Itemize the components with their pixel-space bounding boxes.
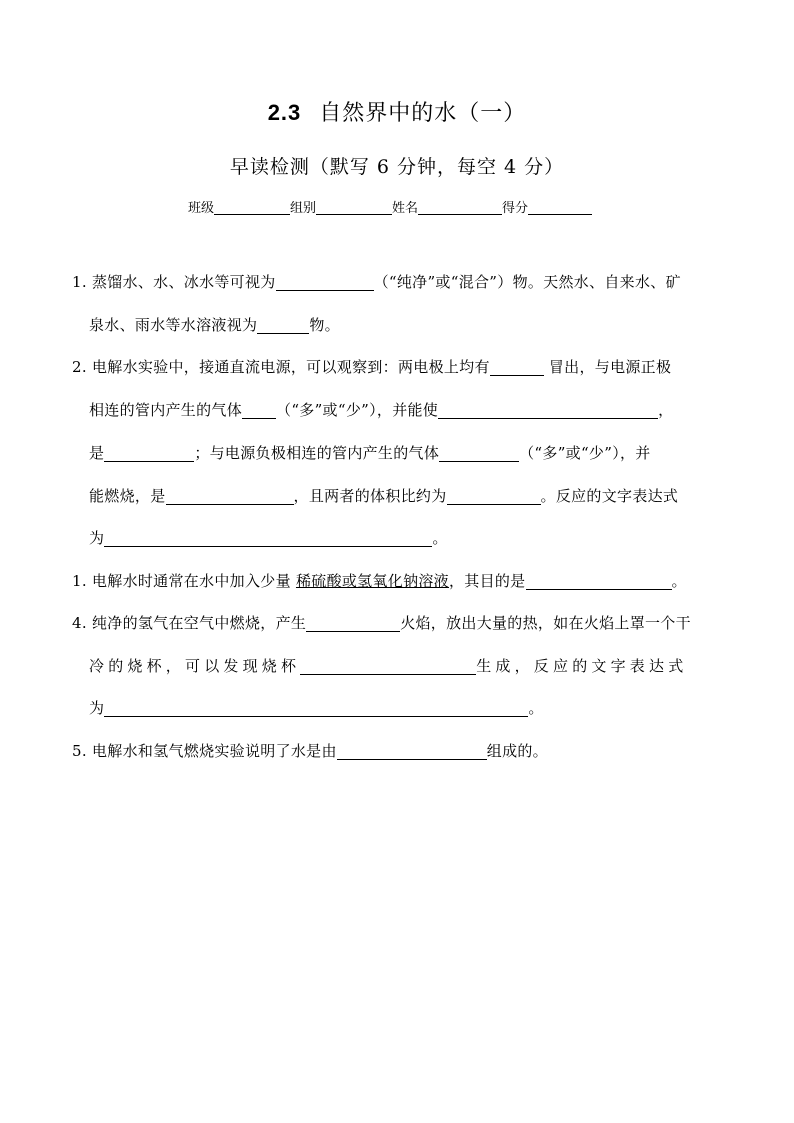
question-3-line-1 xyxy=(72,570,687,591)
question-1-line-1 xyxy=(72,271,681,292)
score-blank[interactable] xyxy=(528,201,592,215)
question-text: （“纯净”或“混合”）物。天然水、自来水、矿 xyxy=(373,273,681,291)
score-label: 得分 xyxy=(502,201,529,216)
question-text: 冷的烧杯，可以发现烧杯 xyxy=(89,657,301,675)
question-text: 为 xyxy=(89,529,105,547)
question-text: ，其目的是 xyxy=(448,572,526,590)
question-text: 组成的。 xyxy=(486,742,548,760)
name-blank[interactable] xyxy=(418,201,502,215)
question-2-line-1 xyxy=(72,356,671,377)
answer-blank[interactable] xyxy=(526,573,672,590)
question-text: 。 xyxy=(432,529,448,547)
answer-blank[interactable] xyxy=(257,317,309,334)
page-subtitle: 早读检测（默写 6 分钟，每空 4 分） xyxy=(229,156,565,178)
question-text: 生成，反应的文字表达式 xyxy=(476,657,688,675)
answer-blank[interactable] xyxy=(104,445,194,462)
question-text: 是 xyxy=(89,444,105,462)
question-text: （“多”或“少”），并 xyxy=(519,444,651,462)
question-text: 。 xyxy=(671,572,687,590)
question-text: 相连的管内产生的气体 xyxy=(89,401,243,419)
answer-blank[interactable] xyxy=(242,402,276,419)
question-text: 物。 xyxy=(309,316,340,334)
question-text: ，且两者的体积比约为 xyxy=(293,487,447,505)
question-text: （“多”或“少”），并能使 xyxy=(276,401,439,419)
answer-blank[interactable] xyxy=(104,530,432,547)
class-label: 班级 xyxy=(188,201,215,216)
page-title xyxy=(0,96,794,127)
question-text: 1. 电解水时通常在水中加入少量 xyxy=(72,572,291,590)
answer-blank[interactable] xyxy=(490,359,544,376)
question-5-line-1 xyxy=(72,740,548,761)
question-text: 泉水、雨水等水溶液视为 xyxy=(89,316,258,334)
question-text: 冒出，与电源正极 xyxy=(548,358,672,376)
question-text: 4. 纯净的氢气在空气中燃烧，产生 xyxy=(72,614,307,632)
answer-blank[interactable] xyxy=(337,743,487,760)
group-blank[interactable] xyxy=(316,201,392,215)
student-info-row xyxy=(188,197,592,216)
answer-blank[interactable] xyxy=(438,402,658,419)
question-text: ；与电源负极相连的管内产生的气体 xyxy=(194,444,440,462)
question-2-line-2 xyxy=(89,399,673,420)
question-text: 为 xyxy=(89,699,105,717)
question-text: 。 xyxy=(528,699,544,717)
name-label: 姓名 xyxy=(392,201,419,216)
answer-blank[interactable] xyxy=(104,700,528,717)
question-4-line-1 xyxy=(72,612,691,633)
question-2-line-3 xyxy=(89,442,651,463)
question-text: 2. 电解水实验中，接通直流电源，可以观察到：两电极上均有 xyxy=(72,358,490,376)
answer-blank[interactable] xyxy=(447,488,541,505)
group-label: 组别 xyxy=(290,201,317,216)
question-2-line-4 xyxy=(89,485,678,506)
question-text: 能燃烧，是 xyxy=(89,487,166,505)
answer-blank[interactable] xyxy=(306,615,400,632)
question-2-line-5 xyxy=(89,527,448,548)
answer-blank[interactable] xyxy=(166,488,294,505)
question-text: 火焰，放出大量的热，如在火焰上罩一个干 xyxy=(400,614,691,632)
section-title: 自然界中的水（一） xyxy=(319,101,527,126)
question-4-line-3 xyxy=(89,697,544,718)
question-1-line-2 xyxy=(89,314,340,335)
answer-blank[interactable] xyxy=(300,658,476,675)
section-number: 2.3 xyxy=(267,100,302,125)
filled-answer: 稀硫酸或氢氧化钠溶液 xyxy=(295,572,449,590)
answer-blank[interactable] xyxy=(439,445,519,462)
question-4-line-2 xyxy=(89,655,687,676)
answer-blank[interactable] xyxy=(276,274,374,291)
question-text: 5. 电解水和氢气燃烧实验说明了水是由 xyxy=(72,742,337,760)
question-text: 1. 蒸馏水、水、冰水等可视为 xyxy=(72,273,276,291)
class-blank[interactable] xyxy=(214,201,290,215)
question-text: 。反应的文字表达式 xyxy=(540,487,679,505)
question-text: ， xyxy=(658,401,674,419)
